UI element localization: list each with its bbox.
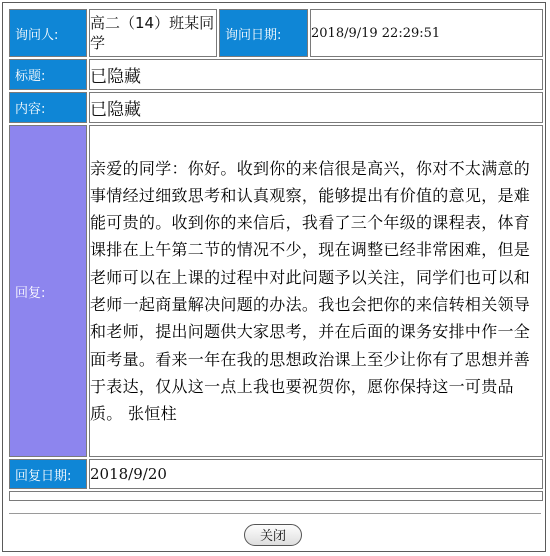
asker-row [9, 9, 543, 57]
close-button[interactable]: 关闭 [244, 524, 302, 546]
footer-bar [9, 513, 541, 552]
reply-label: 回复: [9, 125, 87, 457]
title-label: 标题: [9, 59, 87, 90]
reply-date-row [9, 459, 543, 489]
ask-date-value: 2018/9/19 22:29:51 [310, 9, 543, 57]
reply-date-value: 2018/9/20 [89, 459, 543, 489]
content-row [9, 92, 543, 123]
ask-date-label: 询问日期: [219, 9, 308, 57]
title-value: 已隐藏 [89, 59, 543, 90]
content-value: 已隐藏 [89, 92, 543, 123]
reply-row [9, 125, 543, 457]
asker-label: 询问人: [9, 9, 87, 57]
reply-date-label: 回复日期: [9, 459, 87, 489]
message-panel [2, 2, 546, 552]
title-row [9, 59, 543, 90]
reply-value: 亲爱的同学：你好。收到你的来信很是高兴，你对不太满意的事情经过细致思考和认真观察，能够提出有价值的意见，是难能可贵的。收到你的来信后，我看了三个年级的课程表，体育课排在上午第二节的情况不少，现在调整已经非常困难，但是老师可以在上课的过程中对此问题予以关注，同学们也可以和老师一起商量解决问题的办法。我也会把你的来信转相关领导和老师，提出问题供大家思考，并在后面的课务安排中作一全面考量。看来一年在我的思想政治课上至少让你有了思想并善于表达，仅从这一点上我也要祝贺你，愿你保持这一可贵品质。 张恒柱 [89, 125, 543, 457]
blank-row [9, 491, 543, 501]
content-label: 内容: [9, 92, 87, 123]
blank-cell [9, 491, 543, 501]
message-table [7, 7, 545, 503]
asker-value: 高二（14）班某同学 [89, 9, 217, 57]
